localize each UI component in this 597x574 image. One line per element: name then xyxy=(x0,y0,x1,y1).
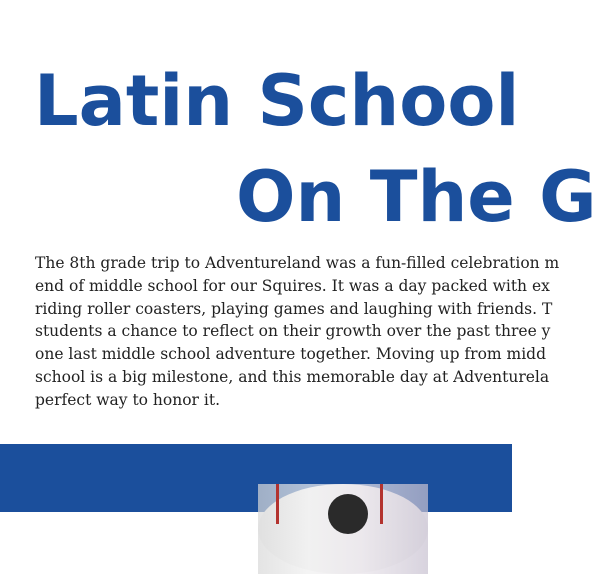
article-body xyxy=(35,252,560,412)
body-line: school is a big milestone, and this memorable day at Adventurela xyxy=(35,367,550,386)
headline-line-1: Latin School xyxy=(34,60,520,142)
photo-detail xyxy=(380,484,383,524)
body-line: riding roller coasters, playing games and laughing with friends. T xyxy=(35,299,553,318)
body-line: students a chance to reflect on their growth over the past three y xyxy=(35,322,551,341)
blue-band xyxy=(0,444,512,512)
photo-subject xyxy=(328,494,368,534)
body-line: perfect way to honor it. xyxy=(35,390,221,409)
body-line: The 8th grade trip to Adventureland was a fun-filled celebration m xyxy=(35,254,560,272)
body-line: end of middle school for our Squires. It was a day packed with ex xyxy=(35,276,550,295)
body-line: one last middle school adventure together. Moving up from midd xyxy=(35,345,547,364)
headline-line-2: On The G xyxy=(236,156,597,238)
photo-detail xyxy=(276,484,279,524)
photo xyxy=(258,484,428,574)
